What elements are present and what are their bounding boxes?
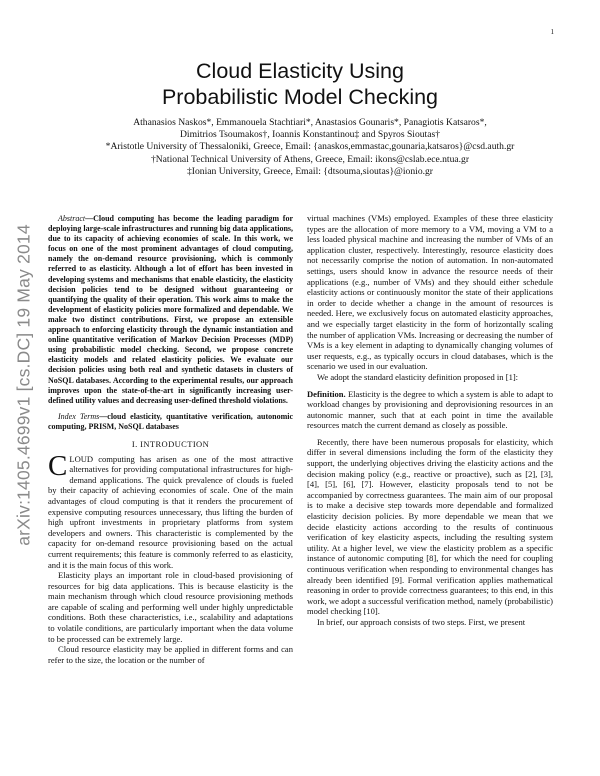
abstract-label: Abstract — [58, 214, 86, 223]
paper-title — [0, 58, 600, 110]
drop-cap: C — [48, 449, 68, 482]
author-line-2: Dimitrios Tsoumakos†, Ioannis Konstantinou‡ and Spyros Sioutas† — [179, 129, 441, 141]
index-terms-text: —cloud elasticity, quantitative verification, autonomic computing, PRISM, NoSQL databases — [48, 411, 294, 431]
index-terms-label: Index Terms — [58, 411, 100, 421]
page-number: 1 — [550, 28, 554, 36]
arxiv-stamp-text: arXiv:1405.4699v1 [cs.DC] 19 May 2014 — [13, 224, 34, 546]
title-line-1: Cloud Elasticity Using — [196, 59, 404, 83]
definition-text: Elasticity is the degree to which a system is able to adapt to workload changes by provisioning and deprovisioning resources in an autonomic manner, such that at each point in time the available resources match the current demand as closely as possible. — [307, 388, 553, 431]
affiliation-3: ‡Ionian University, Greece, Email: {dtsouma,sioutas}@ionio.gr — [186, 165, 434, 177]
affiliation-2: †National Technical University of Athens, Greece, Email: ikons@cslab.ece.ntua.gr — [150, 153, 470, 165]
index-terms — [48, 412, 293, 432]
affiliation-1: *Aristotle University of Thessaloniki, Greece, Email: {anaskos,emmastac,gounaria,katsaros}@csd.auth.gr — [105, 141, 515, 153]
right-paragraph-3: Recently, there have been numerous proposals for elasticity, which differ in several dimensions including the form of the elasticity they support, the underlying objectives driving the elasticity actions and the decision making policy (e.g., reactive or proactive), such as [2], [3], [4], [5], [6], [7]. However, elasticity proposals tend to not be accompanied by correctness guarantees. The main aim of our proposal is to make a decisive step towards more dependable and formalized elasticity decision policies. By more dependable we mean that we decide elasticity actions according to the results of continuous verification of key elasticity aspects, including the resulting system utility. At a higher level, we view the elasticity problem as a specific instance of autonomic computing [8], for which the need for coupling continuous verification when responding to environmental changes has already been identified [9]. Formal verification applies mathematical reasoning in order to provide correctness guarantees; to this end, in this work, we adopt a successful verification method, namely (probabilistic) model checking [10]. — [307, 436, 553, 617]
right-paragraph-4: In brief, our approach consists of two steps. First, we present — [317, 616, 526, 627]
intro-paragraph-3: Cloud resource elasticity may be applied in different forms and can refer to the size, the location or the number of — [48, 644, 293, 665]
abstract-text: —Cloud computing has become the leading paradigm for deploying large-scale infrastructures and running big data applications, due to its capacity of achieving economies of scale. In this work, we focus on one of the most prominent advantages of cloud computing, namely the on-demand resource provisioning, which is commonly referred to as elasticity. Although a lot of effort has been invested in developing systems and mechanisms that enable elasticity, the elasticity decision policies tend to be designed without guaranteeing or quantifying the quality of their operation. This work aims to make the development of elasticity policies more formalized and dependable. We make two distinct contributions. First, we propose an extensible approach to enforcing elasticity through the dynamic instantiation and online quantitative verification of Markov Decision Processes (MDP) using probabilistic model checking. Second, we propose concrete elasticity models and related elasticity policies. We evaluate our decision policies using both real and synthetic datasets in clusters of NoSQL databases. According to the experimental results, our approach improves upon the state-of-the-art in significantly increasing user-defined utility values and decreasing user-defined threshold violations. — [48, 214, 293, 405]
right-column — [307, 213, 553, 628]
right-paragraph-2: We adopt the standard elasticity definition proposed in [1]: — [317, 371, 519, 382]
intro-paragraph-1-text: LOUD computing has arisen as one of the most attractive alternatives for providing computational infrastructures for high-demand applications. The quick prevalence of clouds is fueled by their capacity of achieving economies of scale. One of the main advantages of cloud computing is that it renders the procurement of expensive computing resources unnecessary, thus lifting the burden of high upfront investments in proprietary platforms from system developers and owners. This characteristic is complemented by the capacity for on-demand resource provisioning based on the actual current requirements; this feature is commonly referred to as elasticity, and it is the main focus of this work. — [48, 453, 293, 570]
left-column — [48, 214, 293, 665]
author-line-1: Athanasios Naskos*, Emmanouela Stachtiari*, Anastasios Gounaris*, Panagiotis Katsaros*, — [133, 117, 487, 128]
author-block — [60, 117, 560, 178]
definition — [307, 389, 553, 431]
arxiv-stamp — [4, 200, 44, 570]
title-line-2: Probabilistic Model Checking — [161, 85, 439, 109]
intro-paragraph-1 — [48, 449, 293, 571]
definition-label: Definition. — [307, 388, 346, 399]
section-heading-introduction: I. INTRODUCTION — [131, 438, 210, 449]
abstract — [48, 214, 293, 406]
intro-paragraph-2: Elasticity plays an important role in cloud-based provisioning of resources for big data applications. This is because elasticity is the main mechanism through which cloud resource provisioning methods are capable of scaling and performing well under highly unpredictable conditions. Both these characteristics, i.e., scalability and adaptations to volatile conditions, are particularly important when the data volume to be processed can be extremely large. — [48, 570, 293, 644]
right-paragraph-1: virtual machines (VMs) employed. Examples of these three elasticity types are the allocation of more memory to a VM, moving a VM to a less loaded physical machine and increasing the number of VMs of an application cluster, respectively. Interestingly, resource elasticity does not necessarily comprise the notion of automation. In non-automated settings, users should know in advance the resource needs of their applications (e.g., number of VMs) and they should either schedule elasticity actions or continuously monitor the state of their applications in order to decide whether a change in the amount of resources is needed. Here, we exclusively focus on automated elasticity approaches, and we especially target elasticity in the form of horizontally scaling the number of application VMs. Increasing or decreasing the number of VMs is a key element in adapting to dynamically changing volumes of user requests, e.g., as typically occurs in cloud databases, which is the scenario we used in our evaluation. — [307, 213, 553, 372]
